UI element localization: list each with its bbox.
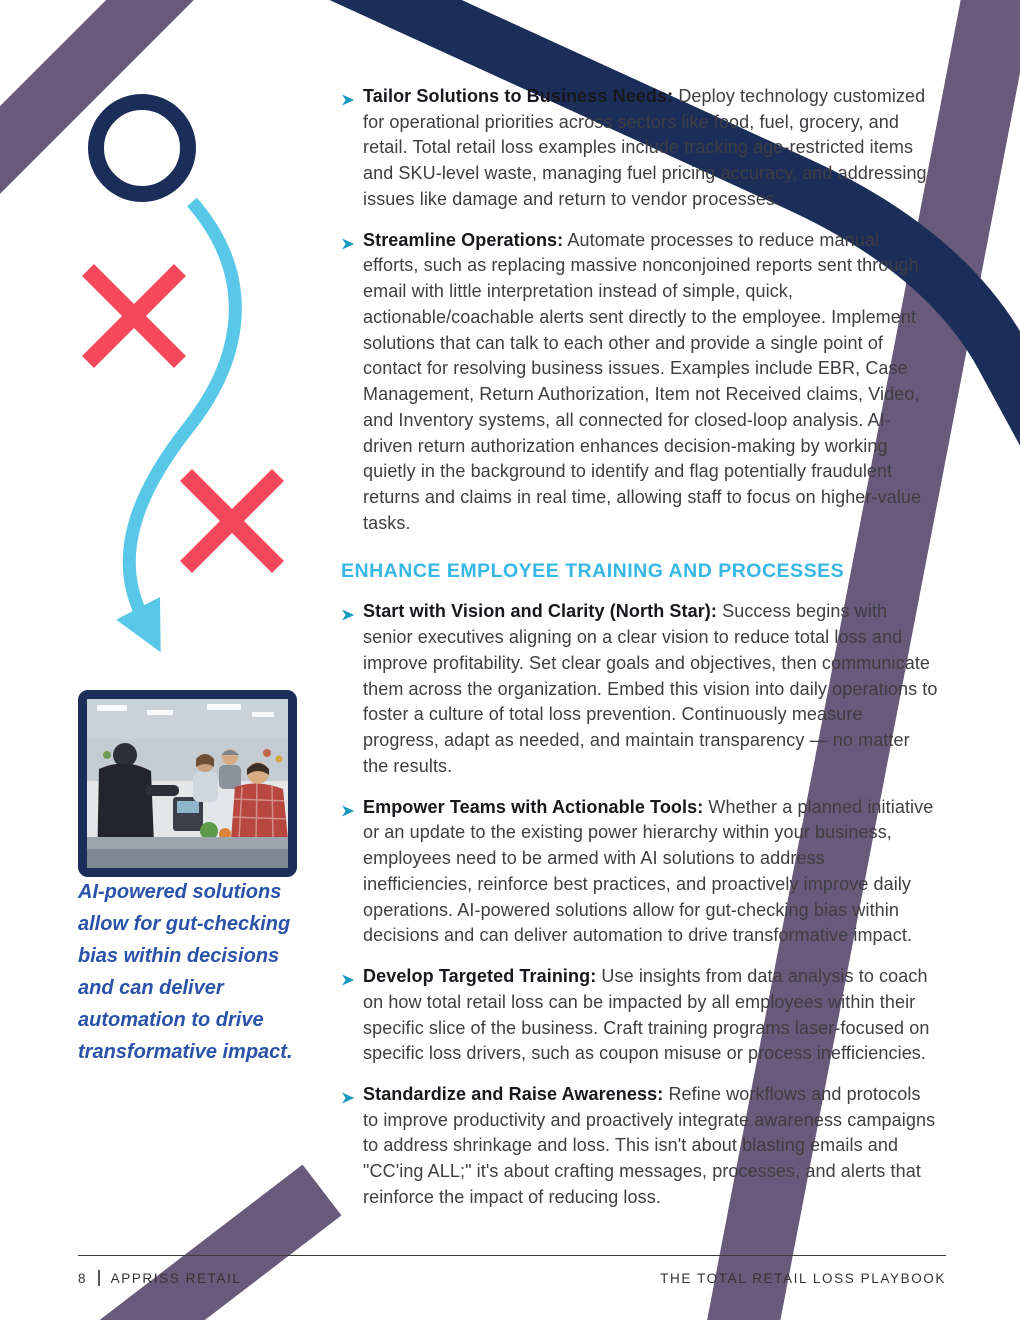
bullet-lead: Standardize and Raise Awareness: bbox=[363, 1083, 664, 1104]
bullet-item-tailor-solutions bbox=[341, 84, 939, 213]
bullet-text: Automate processes to reduce manual efforts, such as replacing massive nonconjoined reports sent through email with little interpretation instead of simple, quick, actionable/coachable alerts sent directly to the employee. Implement solutions that can talk to each other and provide a single point of contact for resolving business issues. Examples include EBR, Case Management, Return Authorization, Item not Received claims, Video, and Inventory systems, all connected for closed-loop analysis. AI-driven return authorization enhances decision-making by working quietly in the background to identify and flag potentially fraudulent returns and claims in real time, allowing staff to focus on higher-value tasks. bbox=[363, 229, 922, 533]
bullet-text: Deploy technology customized for operational priorities across sectors like food, fuel, grocery, and retail. Total retail loss examples include tracking age-restricted items and SKU-level waste, managing fuel pricing accuracy, and addressing issues like damage and return to vendor processes. bbox=[363, 86, 927, 209]
bullet-list-training bbox=[341, 599, 939, 1210]
bullet-item-empower-teams bbox=[341, 795, 939, 949]
store-checkout-photo bbox=[78, 690, 297, 877]
bullet-lead: Empower Teams with Actionable Tools: bbox=[363, 796, 704, 817]
main-text-column bbox=[341, 84, 939, 1226]
bullet-item-streamline-operations bbox=[341, 228, 939, 537]
arrow-bullet-icon bbox=[341, 969, 355, 983]
arrow-bullet-icon bbox=[341, 233, 355, 247]
bullet-text: Success begins with senior executives aligning on a clear vision to reduce total loss and improve profitability. Set clear goals and objectives, then communicate them across the organization. Embed this vision into daily operations to foster a culture of total loss prevention. Continuously measure progress, adapt as needed, and maintain transparency — no matter the results. bbox=[363, 601, 938, 776]
bullet-text: Use insights from data analysis to coach on how total retail loss can be impacted by all employees within their specific slice of the business. Craft training programs laser-focused on specific loss drivers, such as coupon misuse or process inefficiencies. bbox=[363, 966, 930, 1064]
bullet-text: Whether a planned initiative or an update to the existing power hierarchy within your business, employees need to be armed with AI solutions to address inefficiencies, reinforce best practices, and proactively improve daily operations. AI-powered solutions allow for gut-checking bias within decisions and can deliver automation to drive transformative impact. bbox=[363, 796, 934, 946]
pull-quote: AI-powered solutions allow for gut-checking bias within decisions and can deliver automation to drive transformative impact. bbox=[78, 881, 293, 1063]
bullet-lead: Streamline Operations: bbox=[363, 229, 564, 250]
bullet-item-standardize-awareness bbox=[341, 1082, 939, 1211]
page-number: 8 bbox=[78, 1270, 88, 1286]
bullet-lead: Start with Vision and Clarity (North Star): bbox=[363, 601, 717, 622]
bullet-lead: Tailor Solutions to Business Needs: bbox=[363, 86, 674, 106]
page-footer bbox=[78, 1255, 946, 1286]
store-checkout-illustration bbox=[87, 699, 288, 868]
bullet-text: Refine workflows and protocols to improve productivity and proactively integrate awareness campaigns to address shrinkage and loss. This isn't about blasting emails and "CC'ing ALL;" it's about crafting messages, processes, and alerts that reinforce the impact of reducing loss. bbox=[363, 1083, 936, 1207]
footer-divider bbox=[98, 1270, 100, 1286]
arrow-bullet-icon bbox=[341, 1087, 355, 1101]
bullet-item-targeted-training bbox=[341, 964, 939, 1067]
bullet-lead: Develop Targeted Training: bbox=[363, 966, 597, 987]
bullet-list-solutions bbox=[341, 84, 939, 536]
arrow-bullet-icon bbox=[341, 604, 355, 618]
footer-left bbox=[78, 1270, 242, 1286]
footer-doc-title: THE TOTAL RETAIL LOSS PLAYBOOK bbox=[660, 1270, 946, 1286]
section-heading: ENHANCE EMPLOYEE TRAINING AND PROCESSES bbox=[341, 560, 845, 583]
arrow-bullet-icon bbox=[341, 800, 355, 814]
footer-brand: APPRISS RETAIL bbox=[110, 1270, 242, 1286]
bullet-item-vision-clarity bbox=[341, 599, 939, 779]
arrow-bullet-icon bbox=[341, 89, 355, 103]
